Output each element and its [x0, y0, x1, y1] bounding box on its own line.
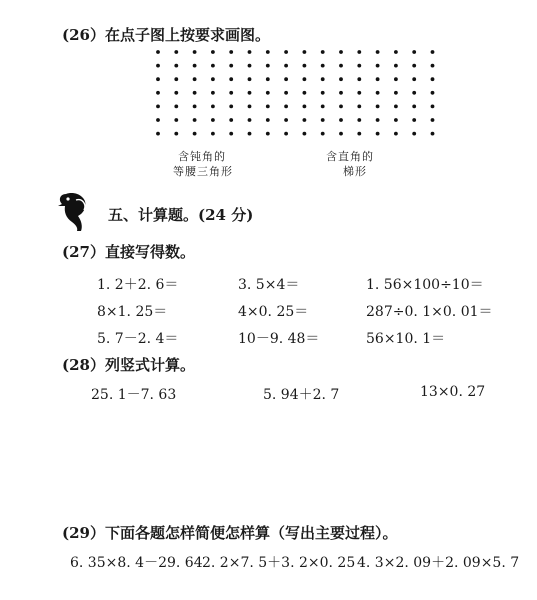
grid-dot[interactable]	[156, 91, 160, 95]
grid-dot[interactable]	[156, 105, 160, 109]
grid-dot[interactable]	[229, 64, 233, 68]
grid-dot[interactable]	[339, 77, 343, 81]
grid-dot[interactable]	[174, 64, 178, 68]
grid-dot[interactable]	[193, 118, 197, 122]
grid-dot[interactable]	[248, 91, 252, 95]
q28-item-1: 25. 1－7. 63	[91, 387, 177, 403]
q28-item-2: 5. 94＋2. 7	[263, 387, 340, 403]
grid-dot[interactable]	[284, 50, 288, 54]
bird-logo-icon	[56, 190, 92, 232]
grid-dot[interactable]	[266, 118, 270, 122]
grid-dot[interactable]	[248, 118, 252, 122]
grid-dot[interactable]	[174, 132, 178, 136]
dot-grid[interactable]	[0, 0, 537, 170]
grid-dot[interactable]	[412, 77, 416, 81]
grid-dot[interactable]	[303, 77, 307, 81]
grid-dot[interactable]	[156, 118, 160, 122]
grid-dot[interactable]	[303, 64, 307, 68]
grid-dot[interactable]	[339, 118, 343, 122]
grid-dot[interactable]	[339, 64, 343, 68]
grid-dot[interactable]	[266, 132, 270, 136]
grid-dot[interactable]	[431, 77, 435, 81]
grid-dot[interactable]	[193, 50, 197, 54]
grid-dot[interactable]	[357, 105, 361, 109]
grid-dot[interactable]	[211, 77, 215, 81]
grid-dot[interactable]	[174, 77, 178, 81]
grid-dot[interactable]	[321, 132, 325, 136]
grid-dot[interactable]	[156, 50, 160, 54]
q28-title: (28）列竖式计算。	[62, 356, 195, 374]
grid-dot[interactable]	[412, 105, 416, 109]
grid-dot[interactable]	[431, 118, 435, 122]
grid-dot[interactable]	[248, 77, 252, 81]
q28-item-3: 13×0. 27	[420, 384, 486, 400]
grid-dot[interactable]	[266, 64, 270, 68]
grid-dot[interactable]	[303, 91, 307, 95]
grid-dot[interactable]	[174, 105, 178, 109]
grid-dot[interactable]	[339, 50, 343, 54]
dot-label-right-2: 梯形	[343, 165, 367, 178]
grid-dot[interactable]	[394, 132, 398, 136]
grid-dot[interactable]	[303, 118, 307, 122]
grid-dot[interactable]	[357, 132, 361, 136]
grid-dot[interactable]	[394, 91, 398, 95]
grid-dot[interactable]	[156, 132, 160, 136]
grid-dot[interactable]	[229, 77, 233, 81]
grid-dot[interactable]	[321, 77, 325, 81]
q27-r2-c2: 4×0. 25＝	[238, 304, 309, 320]
grid-dot[interactable]	[211, 91, 215, 95]
grid-dot[interactable]	[339, 132, 343, 136]
q27-r1-c1: 1. 2＋2. 6＝	[97, 277, 179, 293]
dot-label-left-2: 等腰三角形	[173, 165, 233, 178]
grid-dot[interactable]	[376, 105, 380, 109]
grid-dot[interactable]	[376, 132, 380, 136]
grid-dot[interactable]	[339, 105, 343, 109]
grid-dot[interactable]	[266, 105, 270, 109]
grid-dot[interactable]	[193, 105, 197, 109]
q27-r1-c3: 1. 56×100÷10＝	[366, 277, 484, 293]
grid-dot[interactable]	[248, 64, 252, 68]
grid-dot[interactable]	[156, 64, 160, 68]
grid-dot[interactable]	[174, 118, 178, 122]
grid-dot[interactable]	[431, 132, 435, 136]
grid-dot[interactable]	[412, 118, 416, 122]
grid-dot[interactable]	[156, 77, 160, 81]
grid-dot[interactable]	[229, 118, 233, 122]
grid-dot[interactable]	[211, 118, 215, 122]
q27-r3-c3: 56×10. 1＝	[366, 331, 446, 347]
grid-dot[interactable]	[376, 77, 380, 81]
grid-dot[interactable]	[394, 77, 398, 81]
grid-dot[interactable]	[357, 118, 361, 122]
section5-title: 五、计算题。(24 分)	[108, 206, 254, 224]
grid-dot[interactable]	[174, 50, 178, 54]
grid-dot[interactable]	[412, 91, 416, 95]
q29-item-1: 6. 35×8. 4－29. 64	[70, 555, 203, 571]
q29-item-3: 4. 3×2. 09＋2. 09×5. 7	[357, 555, 520, 571]
grid-dot[interactable]	[193, 132, 197, 136]
grid-dot[interactable]	[394, 50, 398, 54]
grid-dot[interactable]	[394, 118, 398, 122]
grid-dot[interactable]	[229, 91, 233, 95]
grid-dot[interactable]	[357, 91, 361, 95]
grid-dot[interactable]	[211, 64, 215, 68]
grid-dot[interactable]	[284, 118, 288, 122]
grid-dot[interactable]	[284, 64, 288, 68]
dot-label-right-1: 含直角的	[326, 150, 374, 163]
grid-dot[interactable]	[211, 105, 215, 109]
grid-dot[interactable]	[211, 132, 215, 136]
q27-r3-c2: 10－9. 48＝	[238, 331, 320, 347]
grid-dot[interactable]	[284, 91, 288, 95]
grid-dot[interactable]	[431, 50, 435, 54]
grid-dot[interactable]	[174, 91, 178, 95]
grid-dot[interactable]	[248, 132, 252, 136]
grid-dot[interactable]	[339, 91, 343, 95]
grid-dot[interactable]	[431, 64, 435, 68]
grid-dot[interactable]	[229, 105, 233, 109]
grid-dot[interactable]	[357, 50, 361, 54]
grid-dot[interactable]	[229, 50, 233, 54]
grid-dot[interactable]	[193, 77, 197, 81]
grid-dot[interactable]	[376, 50, 380, 54]
q27-r2-c3: 287÷0. 1×0. 01＝	[366, 304, 493, 320]
grid-dot[interactable]	[303, 105, 307, 109]
grid-dot[interactable]	[376, 118, 380, 122]
grid-dot[interactable]	[248, 105, 252, 109]
grid-dot[interactable]	[357, 77, 361, 81]
q26-title: (26）在点子图上按要求画图。	[62, 26, 270, 44]
grid-dot[interactable]	[321, 91, 325, 95]
grid-dot[interactable]	[303, 132, 307, 136]
grid-dot[interactable]	[321, 64, 325, 68]
grid-dot[interactable]	[284, 132, 288, 136]
grid-dot[interactable]	[211, 50, 215, 54]
grid-dot[interactable]	[266, 77, 270, 81]
grid-dot[interactable]	[431, 105, 435, 109]
grid-dot[interactable]	[412, 132, 416, 136]
grid-dot[interactable]	[412, 64, 416, 68]
q27-r2-c1: 8×1. 25＝	[97, 304, 168, 320]
grid-dot[interactable]	[412, 50, 416, 54]
grid-dot[interactable]	[284, 105, 288, 109]
grid-dot[interactable]	[193, 91, 197, 95]
q29-item-2: 2. 2×7. 5＋3. 2×0. 25	[202, 555, 356, 571]
grid-dot[interactable]	[376, 91, 380, 95]
grid-dot[interactable]	[321, 118, 325, 122]
grid-dot[interactable]	[376, 64, 380, 68]
q29-title: (29）下面各题怎样简便怎样算（写出主要过程）。	[62, 524, 398, 542]
grid-dot[interactable]	[193, 64, 197, 68]
grid-dot[interactable]	[321, 50, 325, 54]
grid-dot[interactable]	[266, 50, 270, 54]
grid-dot[interactable]	[303, 50, 307, 54]
grid-dot[interactable]	[266, 91, 270, 95]
grid-dot[interactable]	[394, 105, 398, 109]
grid-dot[interactable]	[431, 91, 435, 95]
grid-dot[interactable]	[229, 132, 233, 136]
q27-title: (27）直接写得数。	[62, 243, 195, 261]
dot-label-left-1: 含钝角的	[178, 150, 226, 163]
grid-dot[interactable]	[284, 77, 288, 81]
grid-dot[interactable]	[248, 50, 252, 54]
grid-dot[interactable]	[394, 64, 398, 68]
grid-dot[interactable]	[357, 64, 361, 68]
grid-dot[interactable]	[321, 105, 325, 109]
q27-r1-c2: 3. 5×4＝	[238, 277, 300, 293]
q27-r3-c1: 5. 7－2. 4＝	[97, 331, 179, 347]
